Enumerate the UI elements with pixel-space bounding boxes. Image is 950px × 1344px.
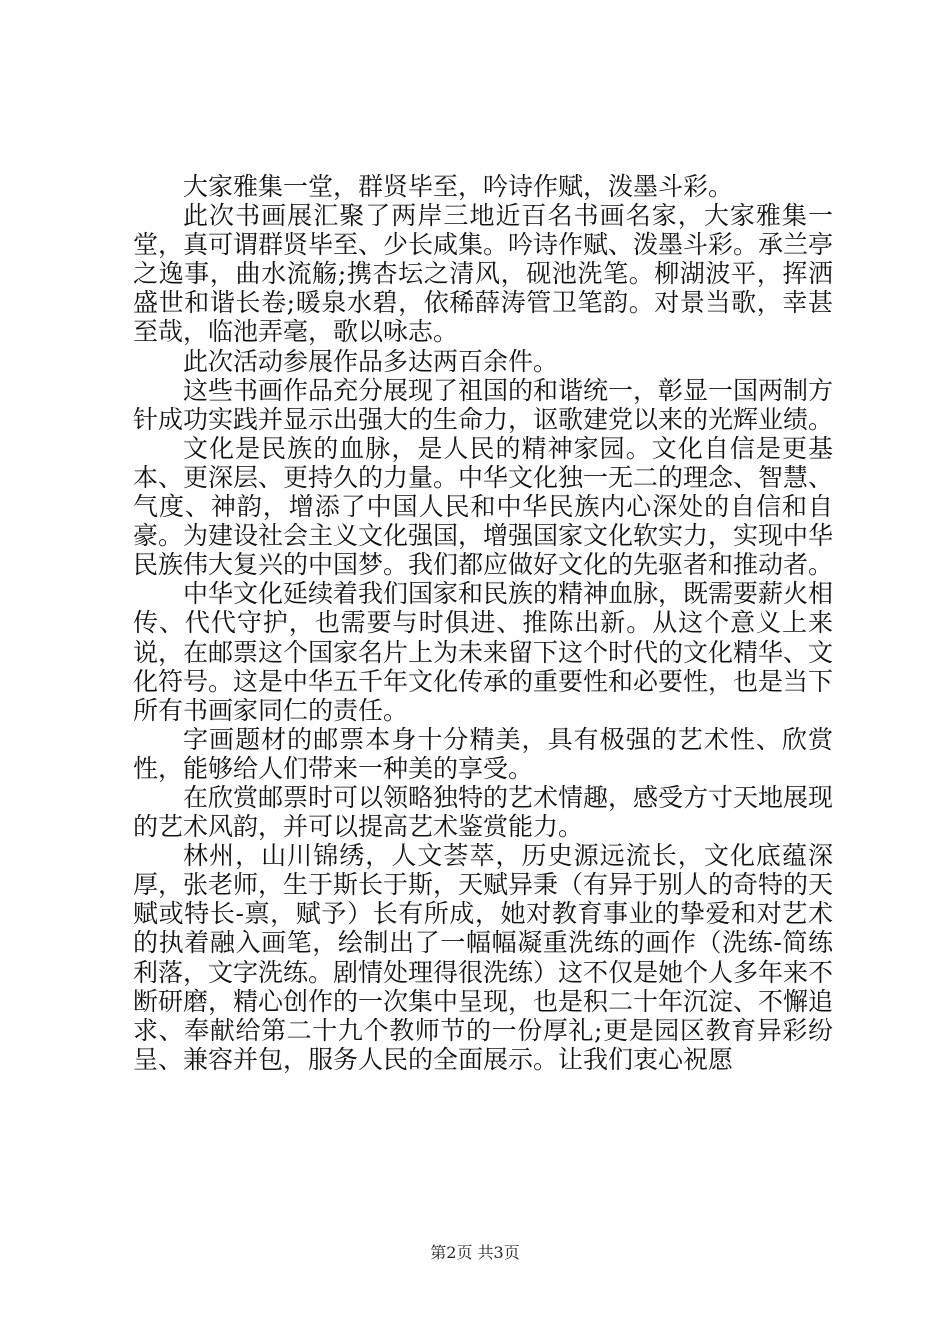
page-footer: 第2页 共3页 xyxy=(430,1243,520,1262)
paragraph: 大家雅集一堂，群贤毕至，吟诗作赋，泼墨斗彩。 xyxy=(183,172,734,201)
paragraph: 字画题材的邮票本身十分精美，具有极强的艺术性、欣赏性，能够给人们带来一种美的享受。 xyxy=(133,724,833,783)
paragraph: 中华文化延续着我们国家和民族的精神血脉，既需要薪火相传、代代守护，也需要与时俱进、推陈出新。从这个意义上来说，在邮票这个国家名片上为未来留下这个时代的文化精华、文化符号。这是中华五千年文化传承的重要性和必要性，也是当下所有书画家同仁的责任。 xyxy=(133,579,834,725)
paragraph: 此次活动参展作品多达两百余件。 xyxy=(183,346,559,376)
document-body xyxy=(133,172,833,1074)
paragraph: 文化是民族的血脉，是人民的精神家园。文化自信是更基本、更深层、更持久的力量。中华文化独一无二的理念、智慧、气度、神韵，增添了中国人民和中华民族内心深处的自信和自豪。为建设社会主义文化强国，增强国家文化软实力，实现中华民族伟大复兴的中国梦。我们都应做好文化的先驱者和推动者。 xyxy=(133,433,834,580)
paragraph: 这些书画作品充分展现了祖国的和谐统一，彰显一国两制方针成功实践并显示出强大的生命力，讴歌建党以来的光辉业绩。 xyxy=(133,375,834,434)
paragraph: 林州，山川锦绣，人文荟萃，历史源远流长，文化底蕴深厚，张老师，生于斯长于斯，天赋异秉（有异于别人的奇特的天赋或特长-禀，赋予）长有所成，她对教育事业的挚爱和对艺术的执着融入画笔，绘制出了一幅幅凝重洗练的画作（洗练-简练利落，文字洗练。剧情处理得很洗练）这不仅是她个人多年来不断研磨，精心创作的一次集中呈现，也是积二十年沉淀、不懈追求、奉献给第二十九个教师节的一份厚礼;更是园区教育异彩纷呈、兼容并包，服务人民的全面展示。让我们衷心祝愿 xyxy=(133,841,834,1074)
paragraph: 此次书画展汇聚了两岸三地近百名书画名家，大家雅集一堂，真可谓群贤毕至、少长咸集。吟诗作赋、泼墨斗彩。承兰亭之逸事，曲水流觞;携杏坛之清风，砚池洗笔。柳湖波平，挥洒盛世和谐长卷;暖泉水碧，依稀薛涛管卫笔韵。对景当歌，幸甚至哉，临池弄毫，歌以咏志。 xyxy=(133,201,834,347)
paragraph: 在欣赏邮票时可以领略独特的艺术情趣，感受方寸天地展现的艺术风韵，并可以提高艺术鉴赏能力。 xyxy=(133,782,834,842)
